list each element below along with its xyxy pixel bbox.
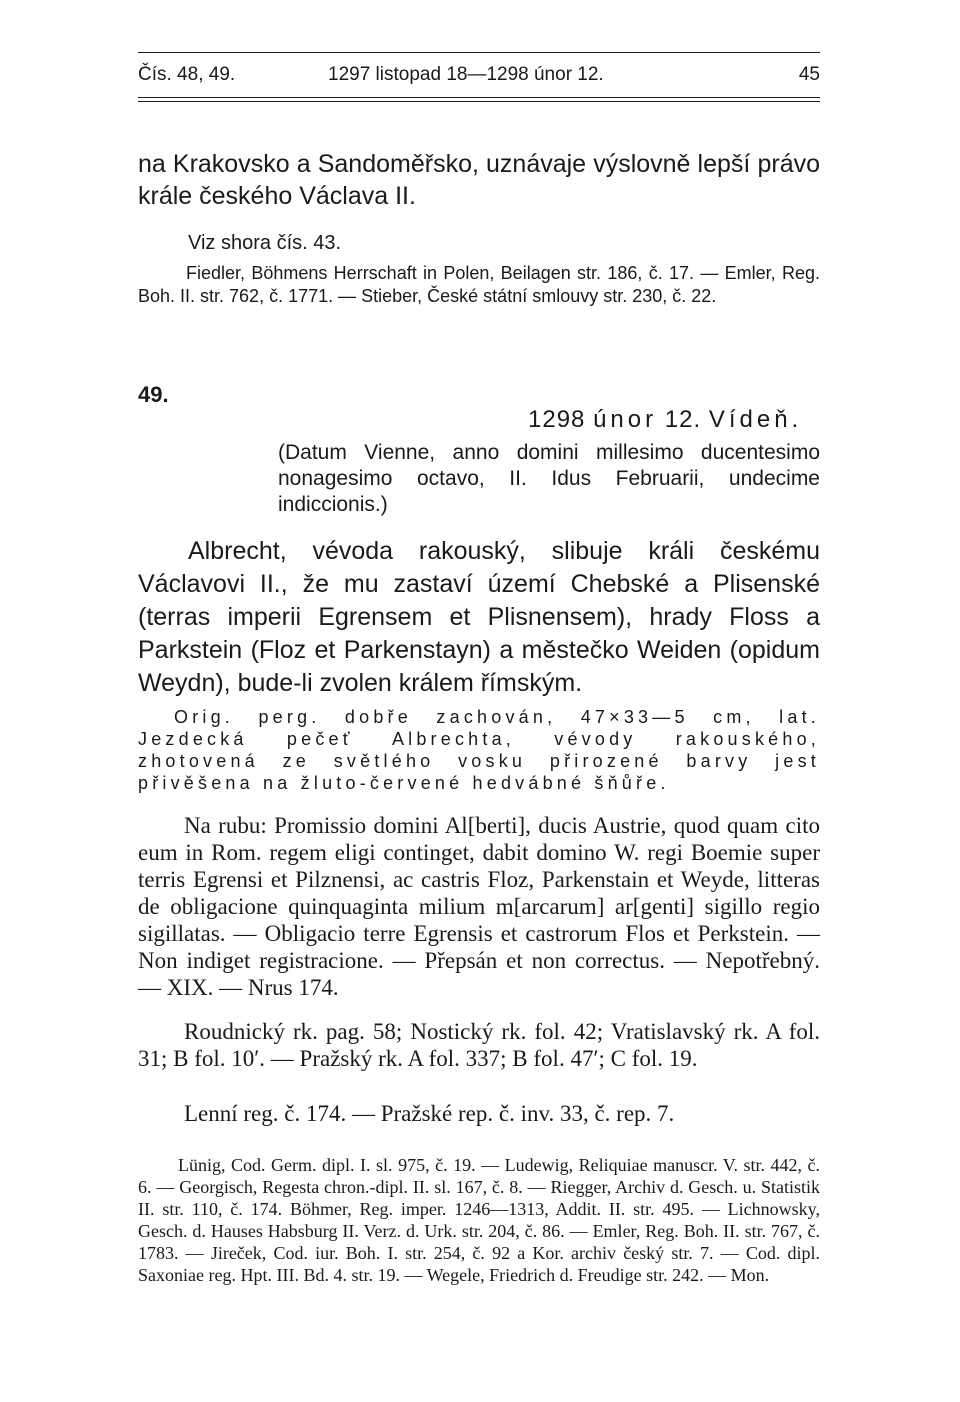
header-rule-bottom-double <box>138 101 820 102</box>
header-date-range: 1297 listopad 18—1298 únor 12. <box>328 64 604 85</box>
header-rule-top <box>138 52 820 53</box>
doc49-number: 49. <box>138 382 169 407</box>
doc49-copies: Roudnický rk. pag. 58; Nostický rk. fol. 42; Vratislavský rk. A fol. 31; B fol. 10′. — Pražský rk. A fol. 337; B fol. 47′; C fol. 19. <box>138 1019 820 1071</box>
header-document-numbers: Čís. 48, 49. <box>138 64 236 85</box>
header-rule-bottom <box>138 97 820 98</box>
doc49-registers: Lenní reg. č. 174. — Pražské rep. č. inv. 33, č. rep. 7. <box>184 1101 675 1126</box>
doc48-literature: Fiedler, Böhmens Herrschaft in Polen, Beilagen str. 186, č. 17. — Emler, Reg. Boh. II. str. 762, č. 1771. — Stieber, České státní smlouvy str. 230, č. 22. <box>138 263 820 306</box>
doc49-dorsal-notes: Na rubu: Promissio domini Al[berti], ducis Austrie, quod quam cito eum in Rom. regem eligi continget, dabit domino W. regi Boemie super terris Egrensi et Pilznensi, ac castris Floz, Parkenstain et Weyde, litteras de obligacione quinquaginta milium m[arcarum] ar[genti] sigillo regio sigillatas. — Obligacio terre Egrensis et castrorum Flos et Perkstein. — Non indiget registracione. — Přepsán et non correctus. — Nepotřebný. — XIX. — Nrus 174. <box>138 813 820 1000</box>
doc49-literature: Lünig, Cod. Germ. dipl. I. sl. 975, č. 19. — Ludewig, Reliquiae manuscr. V. str. 442, č. 6. — Georgisch, Regesta chron.-dipl. II. sl. 167, č. 8. — Riegger, Archiv d. Gesch. u. Statistik II. str. 110, č. 174. Böhmer, Reg. imper. 1246—1313, Addit. II. str. 495. — Lichnowsky, Gesch. d. Hauses Habsburg II. Verz. d. Urk. str. 204, č. 86. — Emler, Reg. Boh. II. str. 767, č. 1783. — Jireček, Cod. iur. Boh. I. str. 254, č. 92 a Kor. archiv český str. 7. — Cod. dipl. Saxoniae reg. Hpt. III. Bd. 4. str. 19. — Wegele, Friedrich d. Freudige str. 242. — Mon. <box>138 1155 820 1285</box>
doc48-cross-reference: Viz shora čís. 43. <box>188 232 342 254</box>
page-number: 45 <box>798 64 820 85</box>
doc49-regest: Albrecht, vévoda rakouský, slibuje králi českému Václavovi II., že mu zastaví území Chebské a Plisenské (terras imperii Egrensem et Plisnensem), hrady Floss a Parkstein (Floz et Parkenstayn) a městečko Weiden (opidum Weydn), bude-li zvolen králem římským. <box>138 537 820 697</box>
doc49-place: Vídeň. <box>708 406 803 433</box>
doc49-latin-date: (Datum Vienne, anno domini millesimo ducentesimo nonagesimo octavo, II. Idus Februarii, undecime indiccionis.) <box>278 441 820 516</box>
doc49-original-description: Orig. perg. dobře zachován, 47×33—5 cm, lat. Jezdecká pečeť Albrechta, vévody rakouského, zhotovená ze světlého vosku přirozené barvy jest přivěšena na žluto-červené hedvábné šňůře. <box>138 707 820 793</box>
running-header <box>138 64 820 92</box>
doc49-date-place <box>528 404 802 436</box>
doc49-day: 12. <box>664 406 702 433</box>
doc48-text-continuation: na Krakovsko a Sandoměřsko, uznávaje výslovně lepší právo krále českého Václava II. <box>138 150 820 210</box>
doc49-month: únor <box>593 406 658 433</box>
doc49-year: 1298 <box>528 406 586 433</box>
